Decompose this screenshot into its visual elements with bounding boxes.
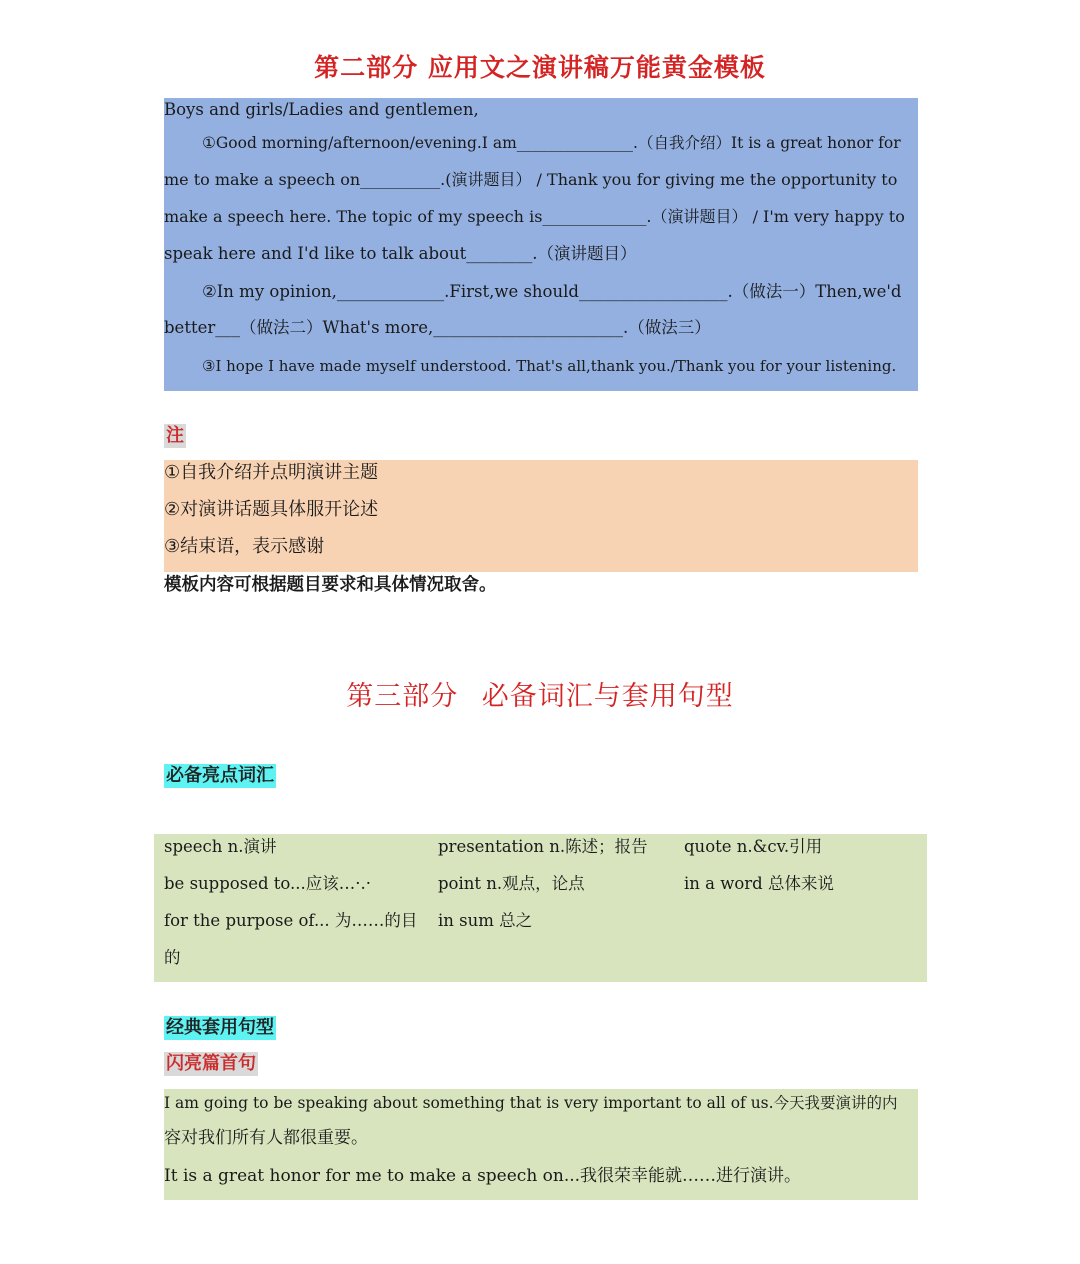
speech-template-box [164,98,918,391]
template-line: make a speech here. The topic of my speech is_____________.（演讲题目） / I'm very happy to [164,207,905,226]
sentence-line: I am going to be speaking about something that is very important to all of us.今天我要演讲的内 [164,1094,898,1112]
part3-title: 第三部分 必备词汇与套用句型 [346,681,734,712]
vocab-item: 的 [164,948,181,967]
vocab-item: quote n.&cv.引用 [684,837,823,856]
sentence-box [164,1089,918,1200]
vocab-item: in a word 总体来说 [684,874,834,893]
template-line: better___（做法二）What's more,_______________________.（做法三） [164,318,711,337]
vocab-item: speech n.演讲 [164,837,277,856]
template-line: ③I hope I have made myself understood. That's all,thank you./Thank you for your listening. [202,357,897,375]
note-item: ①自我介绍并点明演讲主题 [164,462,379,483]
vocab-table [154,834,927,982]
sentence-label: 经典套用句型 [166,1017,274,1038]
sentence-line: 容对我们所有人都很重要。 [164,1128,368,1148]
notes-box [164,460,918,572]
part2-title: 第二部分 应用文之演讲稿万能黄金模板 [314,53,766,82]
template-line: speak here and I'd like to talk about________.（演讲题目） [164,244,637,263]
template-line: ②In my opinion,_____________.First,we should__________________.（做法一）Then,we'd [202,282,902,301]
template-line: Boys and girls/Ladies and gentlemen, [164,100,479,119]
template-line: me to make a speech on__________.(演讲题目） / Thank you for giving me the opportunity to [164,170,898,189]
template-line: ①Good morning/afternoon/evening.I am_______________.（自我介绍）It is a great honor for [202,134,901,152]
vocab-item: in sum 总之 [438,911,533,930]
note-item: ③结束语，表示感谢 [164,536,325,557]
note-item: ②对演讲话题具体服开论述 [164,499,379,520]
vocab-item: point n.观点，论点 [438,874,585,893]
note-label: 注 [166,425,184,446]
vocab-label: 必备亮点词汇 [166,765,274,786]
sentence-line: It is a great honor for me to make a speech on...我很荣幸能就……进行演讲。 [164,1166,802,1186]
vocab-item: presentation n.陈述；报告 [438,837,648,856]
vocab-item: be supposed to...应该…·.· [164,874,372,893]
vocab-item: for the purpose of... 为……的目 [164,911,418,930]
note-footer: 模板内容可根据题目要求和具体情况取舍。 [164,575,497,595]
opening-sentence-label: 闪亮篇首句 [166,1053,256,1074]
